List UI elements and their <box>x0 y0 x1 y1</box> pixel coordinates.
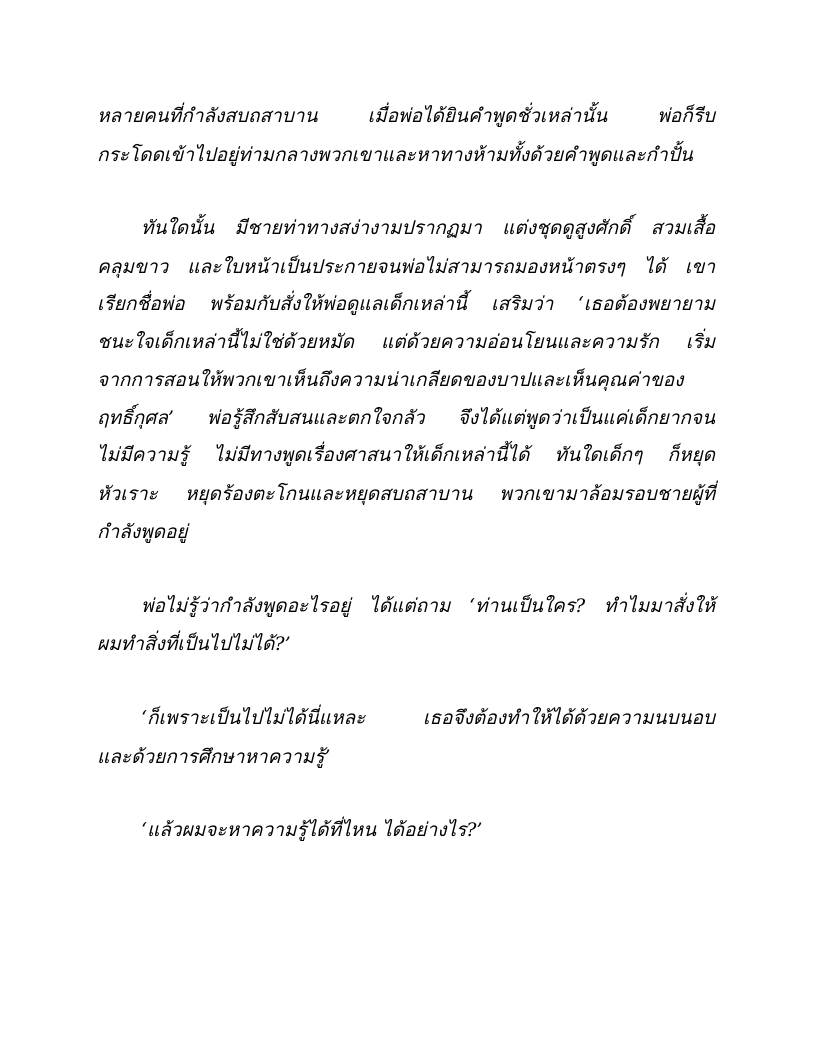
paragraph-4-line-2: และด้วยการศึกษาหาความรู้’ <box>97 746 331 768</box>
paragraph-2-line-4: ชนะใจเด็กเหล่านี้ไม่ใช่ด้วยหมัด แต่ด้วยความอ่อนโยนและความรัก เริ่ม <box>97 331 715 353</box>
paragraph-2-line-8: หัวเราะ หยุดร้องตะโกนและหยุดสบถสาบาน พวกเขามาล้อมรอบชายผู้ที่ <box>97 483 715 505</box>
paragraph-2-line-2: คลุมขาว และใบหน้าเป็นประกายจนพ่อไม่สามารถมองหน้าตรงๆ ได้ เขา <box>97 256 715 278</box>
paragraph-2-line-6: ฤทธิ์กุศล’ พ่อรู้สึกสับสนและตกใจกลัว จึงได้แต่พูดว่าเป็นแค่เด็กยากจน <box>97 407 715 429</box>
paragraph-2-line-3: เรียกชื่อพ่อ พร้อมกับสั่งให้พ่อดูแลเด็กเหล่านี้ เสริมว่า ‘เธอต้องพยายาม <box>97 293 715 315</box>
paragraph-5-line-1: ‘แล้วผมจะหาความรู้ได้ที่ไหน ได้อย่างไร?’ <box>141 819 483 841</box>
paragraph-4-line-1: ‘ก็เพราะเป็นไปไม่ได้นี่แหละ เธอจึงต้องทำให้ได้ด้วยความนบนอบ <box>141 707 715 729</box>
paragraph-3-line-2: ผมทำสิ่งที่เป็นไปไม่ได้?’ <box>97 633 291 655</box>
paragraph-2-line-9: กำลังพูดอยู่ <box>97 521 188 543</box>
paragraph-3-line-1: พ่อไม่รู้ว่ากำลังพูดอะไรอยู่ ได้แต่ถาม ‘ท่านเป็นใคร? ทำไมมาสั่งให้ <box>141 595 715 617</box>
paragraph-2-line-7: ไม่มีความรู้ ไม่มีทางพูดเรื่องศาสนาให้เด็กเหล่านี้ได้ ทันใดเด็กๆ ก็หยุด <box>97 444 715 466</box>
paragraph-1-line-2: กระโดดเข้าไปอยู่ท่ามกลางพวกเขาและหาทางห้ามทั้งด้วยคำพูดและกำปั้น <box>97 144 693 166</box>
paragraph-2-line-1: ทันใดนั้น มีชายท่าทางสง่างามปรากฏมา แต่งชุดดูสูงศักดิ์ สวมเสื้อ <box>141 217 715 239</box>
paragraph-2-line-5: จากการสอนให้พวกเขาเห็นถึงความน่าเกลียดของบาปและเห็นคุณค่าของ <box>97 369 684 391</box>
paragraph-1-line-1: หลายคนที่กำลังสบถสาบาน เมื่อพ่อได้ยินคำพูดชั่วเหล่านั้น พ่อก็รีบ <box>97 105 715 127</box>
